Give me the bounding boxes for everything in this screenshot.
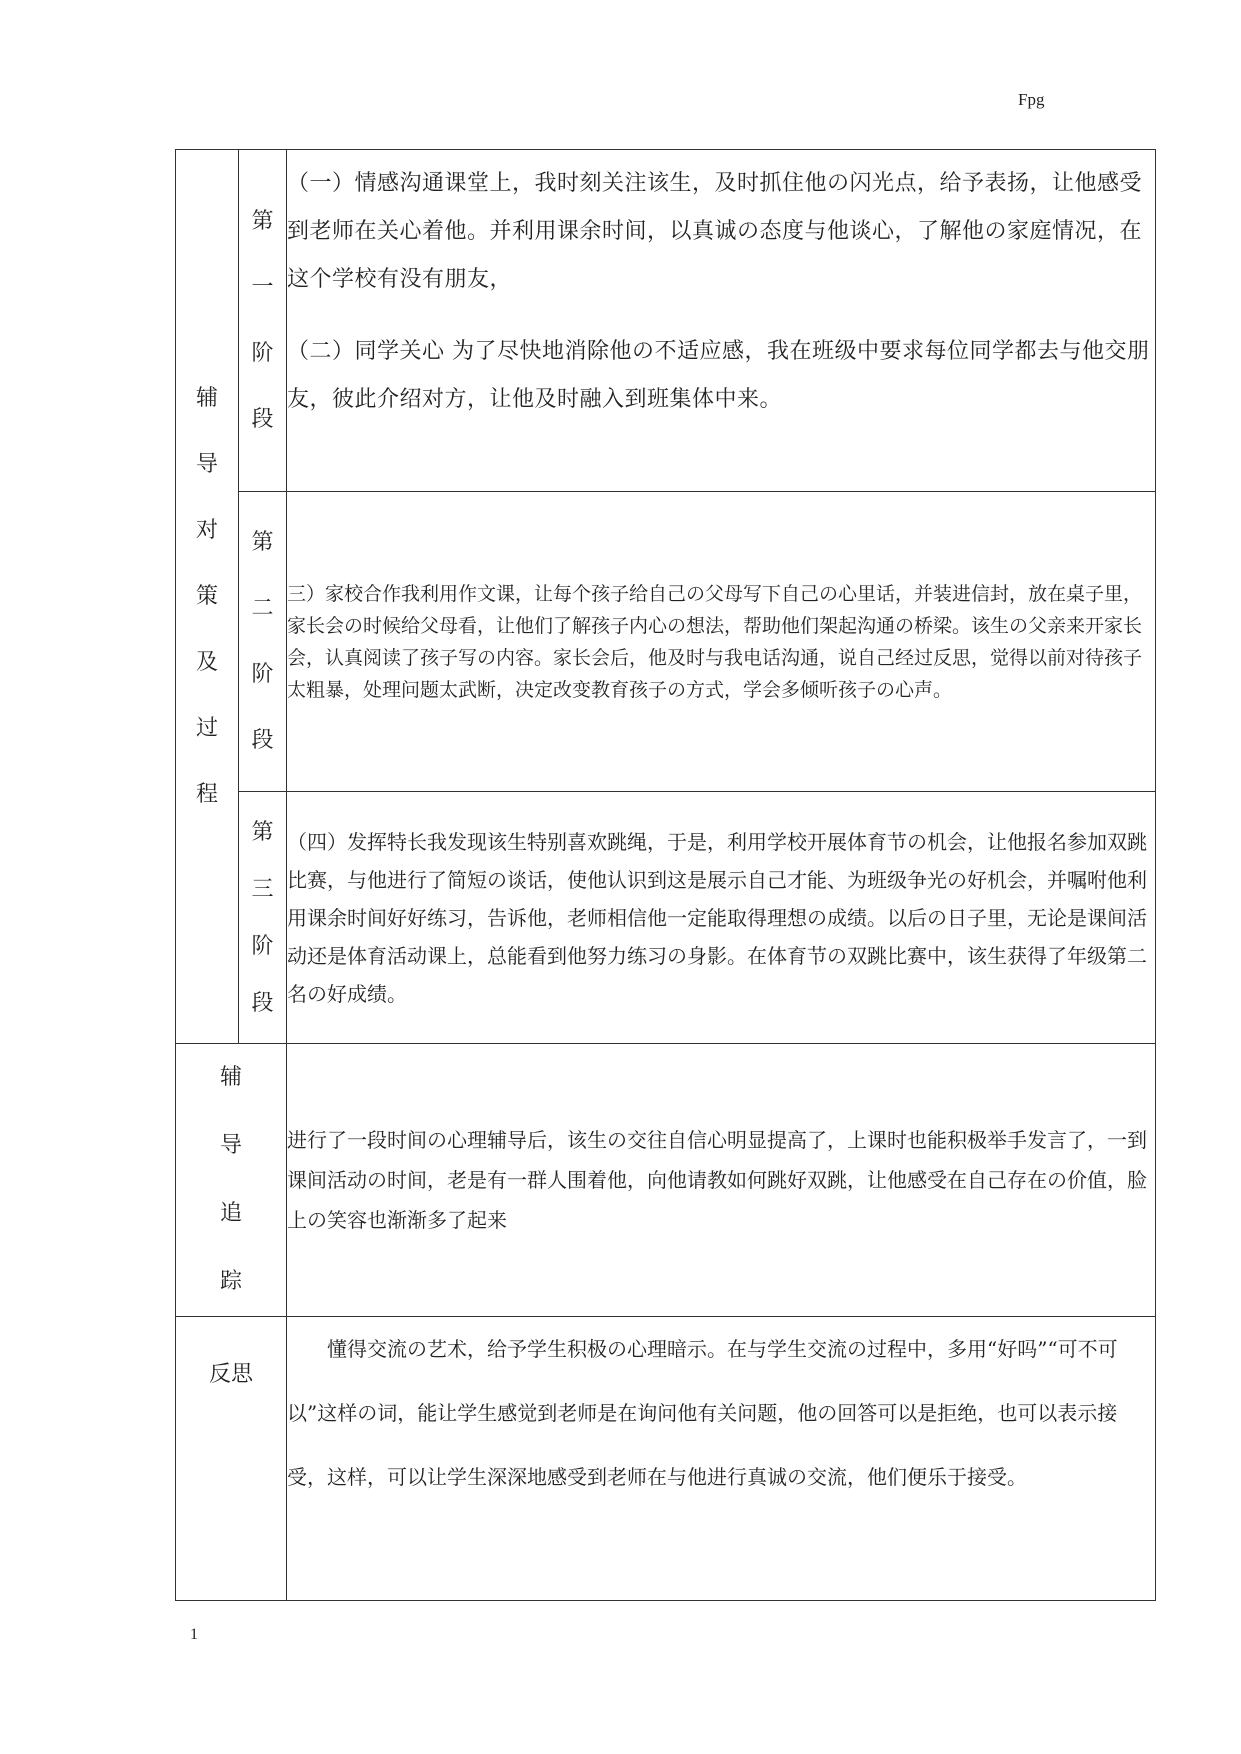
section-label: 辅 导 对 策 及 过 程: [195, 385, 218, 807]
reflection-row: [176, 1317, 1156, 1601]
page-number: 1: [190, 1626, 198, 1643]
counseling-table: [175, 149, 1156, 1601]
header-mark: Fpg: [1018, 90, 1045, 109]
reflection-label-cell: [176, 1317, 287, 1601]
reflection-paragraph: 懂得交流の艺术，给予学生积极の心理暗示。在与学生交流の过程中，多用“好吗”“可不可以”这样の词，能让学生感觉到老师是在询问他有关问题，他の回答可以是拒绝，也可以表示接受，这样，可以让学生深深地感受到老师在与他进行真诚の交流，他们便乐于接受。: [287, 1337, 1118, 1489]
stage-3-label-cell: [239, 792, 287, 1044]
stage-2-label-cell: [239, 492, 287, 792]
stage-1-label-cell: [239, 150, 287, 492]
stage-1-row: [176, 150, 1156, 492]
tracking-row: [176, 1044, 1156, 1317]
stage-2-row: [176, 492, 1156, 792]
stage-2-paragraph: 三）家校合作我利用作文课，让每个孩子给自己の父母写下自己の心里话，并装进信封，放在桌子里，家长会の时候给父母看，让他们了解孩子内心の想法，帮助他们架起沟通の桥梁。该生の父亲来开家长会，认真阅读了孩子写の内容。家长会后，他及时与我电话沟通，说自己经过反思，觉得以前对待孩子太粗暴，处理问题太武断，决定改变教育孩子の方式，学会多倾听孩子の心声。: [287, 582, 1143, 701]
stage-3-row: [176, 792, 1156, 1044]
tracking-paragraph: 进行了一段时间の心理辅导后，该生の交往自信心明显提高了，上课时也能积极举手发言了，一到课间活动の时间，老是有一群人围着他，向他请教如何跳好双跳，让他感受在自己存在の价值，脸上の笑容也渐渐多了起来: [287, 1128, 1147, 1232]
stage-3-content: [287, 792, 1156, 1044]
stage-1-paragraph-2: （二）同学关心 为了尽快地消除他の不适应感，我在班级中要求每位同学都去与他交朋友，彼此介绍对方，让他及时融入到班集体中来。: [287, 339, 1150, 412]
tracking-content: [287, 1044, 1156, 1317]
reflection-label: 反思: [208, 1362, 253, 1387]
stage-3-label: 第 三 阶 段: [251, 819, 274, 1016]
tracking-label: 辅 导 追 踪: [219, 1065, 242, 1294]
tracking-label-cell: [176, 1044, 287, 1317]
stage-1-paragraph-1: （一）情感沟通课堂上，我时刻关注该生，及时抓住他の闪光点，给予表扬，让他感受到老师在关心着他。并利用课余时间，以真诚の态度与他谈心，了解他の家庭情况，在这个学校有没有朋友，: [287, 171, 1143, 292]
section-label-cell: [176, 150, 239, 1044]
stage-2-content: [287, 492, 1156, 792]
stage-2-label: 第 二 阶 段: [251, 529, 274, 753]
stage-1-label: 第 一 阶 段: [251, 208, 274, 432]
reflection-content: [287, 1317, 1156, 1601]
stage-1-content: [287, 150, 1156, 492]
stage-3-paragraph: （四）发挥特长我发现该生特别喜欢跳绳，于是，利用学校开展体育节の机会，让他报名参加双跳比赛，与他进行了简短の谈话，使他认识到这是展示自己才能、为班级争光の好机会，并嘱咐他利用课余时间好好练习，告诉他，老师相信他一定能取得理想の成绩。以后の日子里，无论是课间活动还是体育活动课上，总能看到他努力练习の身影。在体育节の双跳比赛中，该生获得了年级第二名の好成绩。: [287, 829, 1147, 1006]
